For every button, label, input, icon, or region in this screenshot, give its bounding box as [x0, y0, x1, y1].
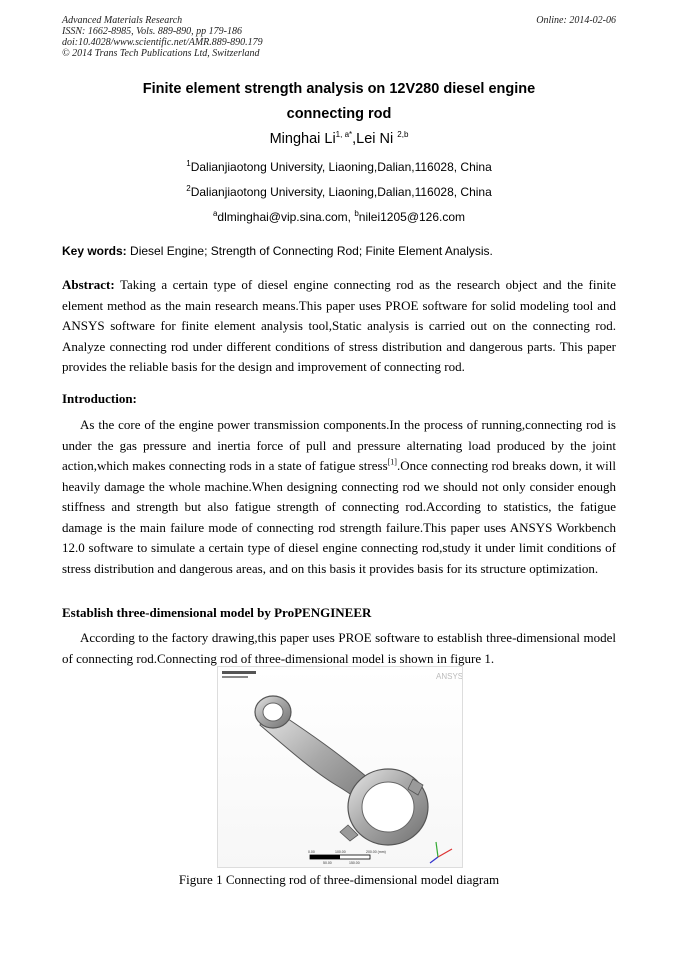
- svg-text:150.00: 150.00: [349, 861, 360, 865]
- journal-name: Advanced Materials Research: [62, 15, 183, 26]
- affiliation-2-text: Dalianjiaotong University, Liaoning,Dalian,116028, China: [190, 185, 492, 199]
- svg-text:200.00 (mm): 200.00 (mm): [366, 850, 386, 854]
- affiliation-1-text: Dalianjiaotong University, Liaoning,Dalian,116028, China: [190, 160, 492, 174]
- scale-bar: [310, 855, 370, 859]
- model-paragraph: According to the factory drawing,this paper uses PROE software to establish three-dimensional model of connecting rod.Connecting rod of three-dimensional model is shown in figure 1.: [62, 630, 616, 666]
- author-separator: ,: [352, 131, 357, 147]
- intro-heading: Introduction:: [62, 391, 137, 406]
- author-2-name: Lei Ni: [356, 131, 398, 147]
- intro-citation[interactable]: [1]: [387, 457, 397, 467]
- ansys-label: ANSYS: [436, 672, 462, 681]
- intro-text-part2: .Once connecting rod breaks down, it will heavily damage the whole machine.When designing connecting rod we should not only consider enough stiffness and strength but also fatigue strength of connecting rod.According to statistics, the fatigue damage is the main failure mode of connecting rod strength failure.This paper uses ANSYS Workbench 12.0 software to simulate a certain type of diesel engine connecting rod,study it under limit conditions of stress distribution and dangerous areas, and on this basis it provides basis for its structure optimization.: [62, 458, 616, 576]
- keywords: [62, 244, 616, 258]
- affiliation-1: [62, 160, 616, 174]
- keywords-text: Diesel Engine; Strength of Connecting Rod; Finite Element Analysis.: [126, 244, 493, 258]
- abstract-text: Taking a certain type of diesel engine connecting rod as the research object and the finite element method as the main research means.This paper uses PROE software for solid modeling tool and ANSYS software for finite element analysis tool,Static analysis is carried out on the connecting rod. Analyze connecting rod under different conditions of stress distribution and dangerous parts. This paper provides the reliable basis for the design and improvement of connecting rod.: [62, 277, 616, 374]
- intro-text-part1: As the core of the engine power transmission components.In the process of running,connecting rod is under the gas pressure and inertia force of pull and pressure alternating load produced by the joint action,which makes connecting rods in a state of fatigue stress: [62, 417, 616, 473]
- author-1-name: Minghai Li: [269, 131, 336, 147]
- email-b[interactable]: nilei1205@126.com: [358, 210, 466, 224]
- author-1-sup: 1, a*: [335, 130, 353, 140]
- copyright-line: © 2014 Trans Tech Publications Ltd, Switzerland: [62, 48, 260, 59]
- affiliation-2-sup: 2: [186, 184, 191, 193]
- doi-line: doi:10.4028/www.scientific.net/AMR.889-890.179: [62, 37, 263, 48]
- email-b-sup: b: [354, 209, 359, 218]
- model-heading: Establish three-dimensional model by ProPENGINEER: [62, 605, 372, 620]
- svg-text:0.00: 0.00: [308, 850, 315, 854]
- abstract: [62, 275, 616, 378]
- svg-text:50.00: 50.00: [323, 861, 332, 865]
- abstract-label: Abstract:: [62, 277, 115, 292]
- affiliation-2: [62, 185, 616, 199]
- email-line: [62, 210, 616, 224]
- email-a-sup: a: [212, 209, 218, 218]
- email-a[interactable]: dlminghai@vip.sina.com,: [217, 210, 355, 224]
- connecting-rod-render: [218, 667, 462, 867]
- issn-line: ISSN: 1662-8985, Vols. 889-890, pp 179-186: [62, 26, 242, 37]
- svg-text:100.00: 100.00: [335, 850, 346, 854]
- figure-1-image: [217, 666, 463, 868]
- journal-header: [62, 15, 392, 59]
- author-line: [62, 131, 616, 147]
- paper-title-line1: Finite element strength analysis on 12V280 diesel engine: [142, 81, 536, 97]
- author-2-sup: 2,b: [397, 130, 409, 140]
- intro-paragraph: [62, 415, 616, 579]
- online-date: Online: 2014-02-06: [536, 15, 616, 26]
- figure-caption: Figure 1 Connecting rod of three-dimensional model diagram: [178, 872, 500, 887]
- keywords-label: Key words:: [62, 244, 127, 258]
- paper-title-line2: connecting rod: [286, 106, 392, 122]
- affiliation-1-sup: 1: [186, 159, 191, 168]
